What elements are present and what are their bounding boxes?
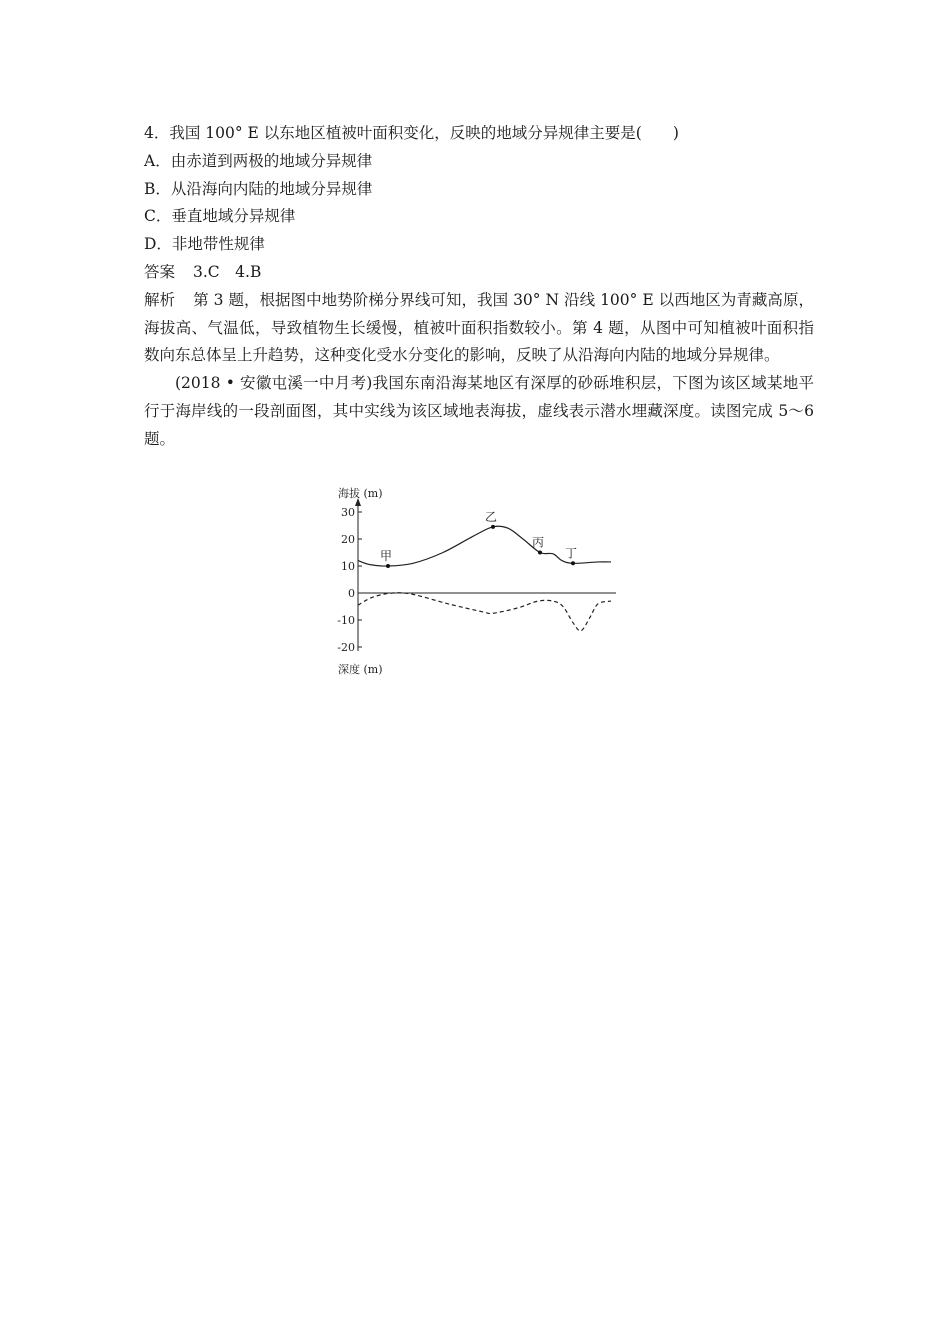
y-tick-label: -10 <box>337 614 355 627</box>
y-tick-label: -20 <box>337 641 355 654</box>
y-tick-label: 30 <box>341 506 355 519</box>
profile-point-marker <box>571 561 575 565</box>
question-4-stem: 4．我国 100° E 以东地区植被叶面积变化，反映的地域分异规律主要是( ) <box>144 124 679 142</box>
profile-point-marker <box>491 525 495 529</box>
y-tick-label: 10 <box>341 560 355 573</box>
profile-point-label: 丙 <box>531 535 545 550</box>
profile-point-label: 甲 <box>379 549 393 563</box>
question-4-option-b: B．从沿海向内陆的地域分异规律 <box>144 179 373 198</box>
analysis-paragraph <box>144 287 814 370</box>
y-axis-title-top: 海拔 (m) <box>338 487 383 500</box>
answer-line <box>144 259 814 287</box>
profile-point-label: 乙 <box>484 509 498 524</box>
question-4-option-a: A．由赤道到两极的地域分异规律 <box>144 151 373 170</box>
question-4-option-d: D．非地带性规律 <box>144 235 265 254</box>
question-4-option-c: C．垂直地域分异规律 <box>144 207 296 226</box>
y-tick-label: 20 <box>341 533 355 546</box>
answer-label: 答案 <box>144 262 176 281</box>
y-tick-label: 0 <box>348 587 355 600</box>
profile-point-marker <box>538 551 542 555</box>
profile-chart-svg <box>334 484 624 680</box>
intro-paragraph: (2018 • 安徽屯溪一中月考)我国东南沿海某地区有深厚的砂砾堆积层，下图为该区域某地平行于海岸线的一段剖面图，其中实线为该区域地表海拔，虚线表示潜水埋藏深度。读图完成 5～6 题。 <box>144 374 814 448</box>
analysis-label: 解析 <box>144 290 176 309</box>
analysis-text: 第 3 题，根据图中地势阶梯分界线可知，我国 30° N 沿线 100° E 以西地区为青藏高原，海拔高、气温低，导致植物生长缓慢，植被叶面积指数较小。第 4 题，从图中可知植被叶面积指数向东总体呈上升趋势，这种变化受水分变化的影响，反映了从沿海向内陆的地域分异规律。 <box>144 290 814 365</box>
profile-point-label: 丁 <box>564 546 578 561</box>
document-content <box>144 120 814 454</box>
profile-point-marker <box>386 564 390 568</box>
answer-value: 3.C 4.B <box>193 262 262 281</box>
profile-chart <box>334 484 624 680</box>
water-table-depth-line <box>358 593 611 631</box>
y-axis-title-bottom: 深度 (m) <box>338 663 383 676</box>
